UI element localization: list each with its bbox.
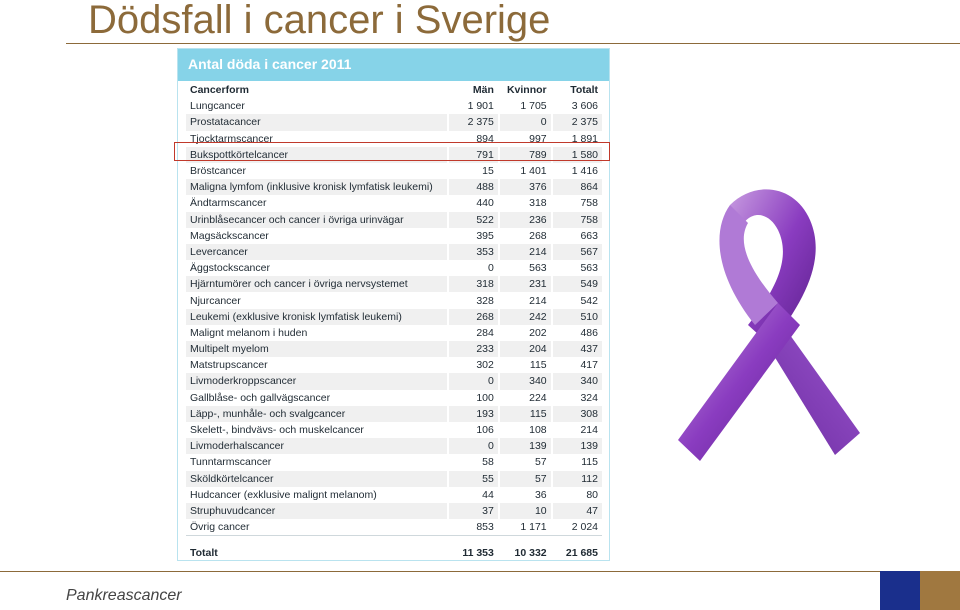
cell-man: 268: [447, 309, 498, 325]
table-row: [186, 195, 602, 211]
table-row: [186, 98, 602, 114]
cell-man: 58: [447, 454, 498, 470]
cell-kvinnor: 139: [498, 438, 551, 454]
table-row: [186, 373, 602, 389]
cancer-deaths-table-panel: [177, 48, 610, 561]
cell-cancerform: Skelett-, bindvävs- och muskelcancer: [186, 422, 447, 438]
cell-totalt: 567: [551, 244, 602, 260]
cell-cancerform: Matstrupscancer: [186, 357, 447, 373]
cell-cancerform: Ändtarmscancer: [186, 195, 447, 211]
table-row: [186, 357, 602, 373]
cell-kvinnor: 36: [498, 487, 551, 503]
cell-man: 44: [447, 487, 498, 503]
table-row: [186, 390, 602, 406]
table-title: Antal döda i cancer 2011: [188, 56, 352, 72]
cell-totalt: 324: [551, 390, 602, 406]
cell-totalt: 2 375: [551, 114, 602, 130]
cell-cancerform: Övrig cancer: [186, 519, 447, 535]
cell-man: 0: [447, 438, 498, 454]
table-row: [186, 454, 602, 470]
cell-cancerform: Gallblåse- och gallvägscancer: [186, 390, 447, 406]
cell-totalt: 340: [551, 373, 602, 389]
cell-totalt: 864: [551, 179, 602, 195]
cell-cancerform: Leukemi (exklusive kronisk lymfatisk leukemi): [186, 309, 447, 325]
cell-totalt: 308: [551, 406, 602, 422]
table-row: [186, 309, 602, 325]
cell-totalt: 214: [551, 422, 602, 438]
cell-man: 233: [447, 341, 498, 357]
cell-kvinnor: 789: [498, 147, 551, 163]
cell-man: 853: [447, 519, 498, 535]
table-row: [186, 471, 602, 487]
slide-title: Dödsfall i cancer i Sverige: [88, 0, 551, 42]
cell-cancerform: Livmoderkroppscancer: [186, 373, 447, 389]
cell-totalt: 486: [551, 325, 602, 341]
table-row: [186, 406, 602, 422]
cell-kvinnor: 376: [498, 179, 551, 195]
cell-man: 55: [447, 471, 498, 487]
cell-man: 318: [447, 276, 498, 292]
cell-totalt: 437: [551, 341, 602, 357]
cell-totalt: 758: [551, 212, 602, 228]
cell-man: 193: [447, 406, 498, 422]
cell-totalt: 1 580: [551, 147, 602, 163]
cell-man: 440: [447, 195, 498, 211]
cell-man: 353: [447, 244, 498, 260]
cell-cancerform: Njurcancer: [186, 292, 447, 308]
table-row: [186, 260, 602, 276]
cell-man: 2 375: [447, 114, 498, 130]
cell-totalt: 1 416: [551, 163, 602, 179]
cell-kvinnor: 1 401: [498, 163, 551, 179]
cell-kvinnor: 236: [498, 212, 551, 228]
cell-man: 1 901: [447, 98, 498, 114]
cell-kvinnor: 563: [498, 260, 551, 276]
cell-kvinnor: 214: [498, 244, 551, 260]
total-kvinnor: 10 332: [498, 535, 551, 564]
table-row: [186, 163, 602, 179]
table-header-row: [186, 82, 602, 98]
cell-cancerform: Hudcancer (exklusive malignt melanom): [186, 487, 447, 503]
cell-kvinnor: 231: [498, 276, 551, 292]
cell-cancerform: Prostatacancer: [186, 114, 447, 130]
cell-cancerform: Maligna lymfom (inklusive kronisk lymfatisk leukemi): [186, 179, 447, 195]
cell-cancerform: Struphuvudcancer: [186, 503, 447, 519]
cell-man: 488: [447, 179, 498, 195]
table-row: [186, 131, 602, 147]
cell-totalt: 563: [551, 260, 602, 276]
total-totalt: 21 685: [551, 535, 602, 564]
cell-man: 106: [447, 422, 498, 438]
cell-totalt: 139: [551, 438, 602, 454]
cancer-deaths-table: [186, 82, 602, 564]
table-row: [186, 341, 602, 357]
cell-man: 791: [447, 147, 498, 163]
cell-kvinnor: 268: [498, 228, 551, 244]
cell-kvinnor: 214: [498, 292, 551, 308]
table-row: [186, 114, 602, 130]
total-man: 11 353: [447, 535, 498, 564]
cell-totalt: 2 024: [551, 519, 602, 535]
cell-cancerform: Malignt melanom i huden: [186, 325, 447, 341]
table-row: [186, 503, 602, 519]
cell-man: 395: [447, 228, 498, 244]
cell-kvinnor: 115: [498, 357, 551, 373]
cell-kvinnor: 318: [498, 195, 551, 211]
cell-kvinnor: 115: [498, 406, 551, 422]
footer-divider: [0, 571, 960, 572]
table-row: [186, 487, 602, 503]
cell-cancerform: Tunntarmscancer: [186, 454, 447, 470]
cell-cancerform: Livmoderhalscancer: [186, 438, 447, 454]
cell-kvinnor: 242: [498, 309, 551, 325]
footer-label: Pankreascancer: [66, 587, 182, 604]
table-row: [186, 179, 602, 195]
table-row: [186, 276, 602, 292]
cell-cancerform: Urinblåsecancer och cancer i övriga urinvägar: [186, 212, 447, 228]
column-header-cancerform: Cancerform: [190, 84, 249, 97]
purple-awareness-ribbon-icon: [660, 185, 870, 465]
cell-kvinnor: 0: [498, 114, 551, 130]
cell-kvinnor: 202: [498, 325, 551, 341]
cell-man: 15: [447, 163, 498, 179]
cell-totalt: 80: [551, 487, 602, 503]
cell-totalt: 115: [551, 454, 602, 470]
cell-cancerform: Bröstcancer: [186, 163, 447, 179]
cell-kvinnor: 57: [498, 454, 551, 470]
cell-totalt: 549: [551, 276, 602, 292]
cell-kvinnor: 997: [498, 131, 551, 147]
cell-kvinnor: 204: [498, 341, 551, 357]
table-panel-header: [178, 49, 609, 81]
cell-totalt: 417: [551, 357, 602, 373]
cell-cancerform: Levercancer: [186, 244, 447, 260]
table-row: [186, 325, 602, 341]
table-body: [186, 98, 602, 535]
cell-man: 0: [447, 260, 498, 276]
table-row: [186, 212, 602, 228]
cell-kvinnor: 108: [498, 422, 551, 438]
cell-cancerform: Sköldkörtelcancer: [186, 471, 447, 487]
footer-blue-block: [880, 571, 920, 610]
cell-cancerform: Hjärntumörer och cancer i övriga nervsystemet: [186, 276, 447, 292]
cell-man: 100: [447, 390, 498, 406]
column-header-totalt: Totalt: [570, 84, 598, 97]
table-row: [186, 422, 602, 438]
cell-kvinnor: 57: [498, 471, 551, 487]
table-row: [186, 228, 602, 244]
column-header-kvinnor: Kvinnor: [506, 84, 547, 97]
table-row: [186, 519, 602, 535]
cell-man: 894: [447, 131, 498, 147]
cell-kvinnor: 10: [498, 503, 551, 519]
cell-kvinnor: 1 705: [498, 98, 551, 114]
cell-man: 284: [447, 325, 498, 341]
cell-totalt: 1 891: [551, 131, 602, 147]
cell-man: 302: [447, 357, 498, 373]
cell-totalt: 47: [551, 503, 602, 519]
cell-cancerform: Bukspottkörtelcancer: [186, 147, 447, 163]
cell-cancerform: Magsäckscancer: [186, 228, 447, 244]
table-row: [186, 292, 602, 308]
cell-cancerform: Läpp-, munhåle- och svalgcancer: [186, 406, 447, 422]
cell-totalt: 112: [551, 471, 602, 487]
cell-cancerform: Multipelt myelom: [186, 341, 447, 357]
cell-totalt: 663: [551, 228, 602, 244]
cell-totalt: 3 606: [551, 98, 602, 114]
cell-kvinnor: 340: [498, 373, 551, 389]
title-divider: [66, 43, 960, 44]
cell-totalt: 542: [551, 292, 602, 308]
column-header-man: Män: [472, 84, 494, 97]
footer-brown-block: [920, 571, 960, 610]
cell-cancerform: Tjocktarmscancer: [186, 131, 447, 147]
cell-man: 0: [447, 373, 498, 389]
cell-cancerform: Äggstockscancer: [186, 260, 447, 276]
cell-kvinnor: 1 171: [498, 519, 551, 535]
cell-man: 522: [447, 212, 498, 228]
table-total-row: [186, 535, 602, 564]
cell-totalt: 758: [551, 195, 602, 211]
table-row: [186, 244, 602, 260]
cell-totalt: 510: [551, 309, 602, 325]
total-label: Totalt: [186, 535, 447, 564]
table-row: [186, 147, 602, 163]
table-row: [186, 438, 602, 454]
cell-man: 37: [447, 503, 498, 519]
cell-kvinnor: 224: [498, 390, 551, 406]
cell-cancerform: Lungcancer: [186, 98, 447, 114]
cell-man: 328: [447, 292, 498, 308]
